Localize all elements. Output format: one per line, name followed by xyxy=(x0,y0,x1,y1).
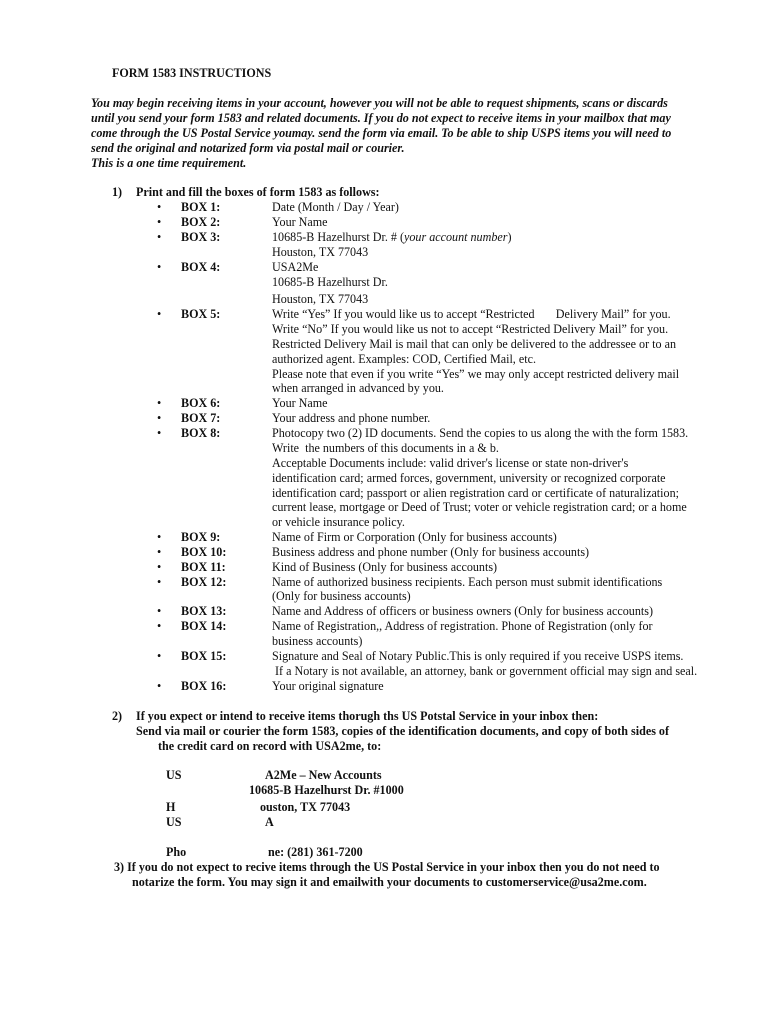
step1-heading: Print and fill the boxes of form 1583 as follows: xyxy=(136,185,380,199)
box-value: Name of authorized business recipients. Each person must submit identifications xyxy=(272,575,663,589)
bullet: • xyxy=(157,679,162,693)
bullet: • xyxy=(157,545,162,559)
box-value: when arranged in advanced by you. xyxy=(272,381,444,395)
box-value: or vehicle insurance policy. xyxy=(272,515,405,529)
box-value: Business address and phone number (Only for business accounts) xyxy=(272,545,590,559)
bullet: • xyxy=(157,619,162,633)
box-value: Write “Yes” If you would like us to accept “Restricted Delivery Mail” for you. xyxy=(272,307,671,321)
box-label: BOX 7: xyxy=(181,411,221,425)
box-value xyxy=(272,230,511,245)
box-label: BOX 4: xyxy=(181,260,221,274)
step2-line: the credit card on record with USA2me, to: xyxy=(158,739,382,753)
box-value: business accounts) xyxy=(272,634,363,648)
box-item xyxy=(0,530,770,545)
box-item xyxy=(0,619,770,634)
box-item xyxy=(0,230,770,245)
box-label: BOX 3: xyxy=(181,230,221,244)
box-item xyxy=(0,679,770,694)
bullet: • xyxy=(157,215,162,229)
box-item xyxy=(0,604,770,619)
box-item xyxy=(0,575,770,590)
box-item xyxy=(0,411,770,426)
box-label: BOX 5: xyxy=(181,307,221,321)
box-item xyxy=(0,396,770,411)
intro-line: You may begin receiving items in your account, however you will not be able to request shipments, scans or discards xyxy=(91,96,668,110)
box-value-text: 10685-B Hazelhurst Dr. # ( xyxy=(272,230,404,244)
box-value: (Only for business accounts) xyxy=(272,589,411,603)
step2-line: If you expect or intend to receive items thorugh ths US Potstal Service in your inbox then: xyxy=(136,709,599,723)
address-fragment: US xyxy=(166,768,182,782)
address-fragment: US xyxy=(166,815,182,829)
step3-line: notarize the form. You may sign it and emailwith your documents to customerservice@usa2me.com. xyxy=(132,875,647,889)
box-label: BOX 9: xyxy=(181,530,221,544)
step1-number: 1) xyxy=(112,185,123,199)
box-label: BOX 2: xyxy=(181,215,221,229)
bullet: • xyxy=(157,575,162,589)
address-line: A2Me – New Accounts xyxy=(265,768,382,782)
box-value: Name of Firm or Corporation (Only for business accounts) xyxy=(272,530,557,544)
page-title: FORM 1583 INSTRUCTIONS xyxy=(112,66,272,80)
box-value: Write “No” If you would like us not to accept “Restricted Delivery Mail” for you. xyxy=(272,322,669,336)
bullet: • xyxy=(157,649,162,663)
box-item xyxy=(0,426,770,441)
address-line: ouston, TX 77043 xyxy=(260,800,351,814)
box-value: Your Name xyxy=(272,215,328,229)
box-item xyxy=(0,200,770,215)
box-value: Photocopy two (2) ID documents. Send the copies to us along the with the form 1583. xyxy=(272,426,689,440)
account-number-placeholder: your account number xyxy=(404,230,508,244)
bullet: • xyxy=(157,411,162,425)
bullet: • xyxy=(157,604,162,618)
box-label: BOX 15: xyxy=(181,649,227,663)
box-value-text: ) xyxy=(507,230,512,244)
intro-line: This is a one time requirement. xyxy=(91,156,247,170)
box-value: Houston, TX 77043 xyxy=(272,245,369,259)
box-value: Name and Address of officers or business owners (Only for business accounts) xyxy=(272,604,653,618)
box-value: identification card; passport or alien registration card or certificate of naturalization; xyxy=(272,486,679,500)
bullet: • xyxy=(157,560,162,574)
box-value: If a Notary is not available, an attorney, bank or government official may sign and seal. xyxy=(272,664,698,678)
bullet: • xyxy=(157,200,162,214)
address-line: A xyxy=(265,815,274,829)
box-value: USA2Me xyxy=(272,260,319,274)
box-label: BOX 6: xyxy=(181,396,221,410)
box-item xyxy=(0,560,770,575)
box-label: BOX 13: xyxy=(181,604,227,618)
box-value: 10685-B Hazelhurst Dr. xyxy=(272,275,388,289)
address-fragment: Pho xyxy=(166,845,187,859)
box-item xyxy=(0,649,770,664)
intro-line: until you send your form 1583 and related documents. If you do not expect to receive items in your mailbox that may xyxy=(91,111,671,125)
box-value: Your address and phone number. xyxy=(272,411,431,425)
box-label: BOX 8: xyxy=(181,426,221,440)
box-value: Your Name xyxy=(272,396,328,410)
box-item xyxy=(0,260,770,275)
box-item xyxy=(0,307,770,322)
box-value: Signature and Seal of Notary Public.This is only required if you receive USPS items. xyxy=(272,649,684,663)
box-value: Restricted Delivery Mail is mail that can only be delivered to the addressee or to an xyxy=(272,337,677,351)
phone-line: ne: (281) 361-7200 xyxy=(268,845,363,859)
step2-number: 2) xyxy=(112,709,123,723)
box-item xyxy=(0,215,770,230)
bullet: • xyxy=(157,260,162,274)
step2-line: Send via mail or courier the form 1583, copies of the identification documents, and copy of both sides of xyxy=(136,724,670,738)
bullet: • xyxy=(157,530,162,544)
bullet: • xyxy=(157,230,162,244)
address-fragment: H xyxy=(166,800,176,814)
bullet: • xyxy=(157,307,162,321)
box-value: Date (Month / Day / Year) xyxy=(272,200,399,214)
box-label: BOX 12: xyxy=(181,575,227,589)
box-value: current lease, mortgage or Deed of Trust; voter or vehicle registration card; or a home xyxy=(272,500,687,514)
box-value: identification card; armed forces, government, university or recognized corporate xyxy=(272,471,666,485)
step3-line: 3) If you do not expect to recive items through the US Postal Service in your inbox then you do not need to xyxy=(114,860,660,874)
box-value: authorized agent. Examples: COD, Certified Mail, etc. xyxy=(272,352,536,366)
box-value: Houston, TX 77043 xyxy=(272,292,369,306)
address-line: 10685-B Hazelhurst Dr. #1000 xyxy=(249,783,404,797)
bullet: • xyxy=(157,396,162,410)
box-label: BOX 1: xyxy=(181,200,221,214)
box-label: BOX 16: xyxy=(181,679,227,693)
box-value: Acceptable Documents include: valid driver's license or state non-driver's xyxy=(272,456,629,470)
box-label: BOX 14: xyxy=(181,619,227,633)
box-label: BOX 11: xyxy=(181,560,226,574)
box-value: Please note that even if you write “Yes” we may only accept restricted delivery mail xyxy=(272,367,680,381)
bullet: • xyxy=(157,426,162,440)
box-label: BOX 10: xyxy=(181,545,227,559)
intro-line: come through the US Postal Service youmay. send the form via email. To be able to ship USPS items you will need to xyxy=(91,126,672,140)
intro-line: send the original and notarized form via postal mail or courier. xyxy=(91,141,405,155)
box-value: Your original signature xyxy=(272,679,384,693)
box-value: Kind of Business (Only for business accounts) xyxy=(272,560,498,574)
box-item xyxy=(0,545,770,560)
box-value: Write the numbers of this documents in a & b. xyxy=(272,441,499,455)
box-value: Name of Registration,, Address of registration. Phone of Registration (only for xyxy=(272,619,653,633)
